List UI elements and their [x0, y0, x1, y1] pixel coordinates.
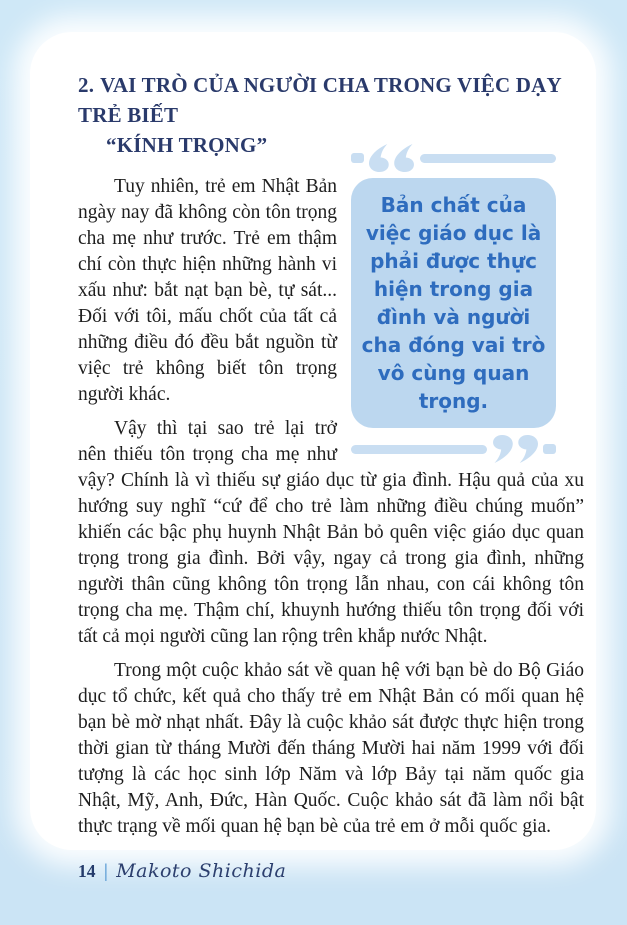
section-title-line2: “KÍNH TRỌNG” — [106, 133, 268, 157]
decorative-bar — [420, 154, 556, 163]
quote-close-99-icon — [492, 435, 538, 463]
section-title-line1: VAI TRÒ CỦA NGƯỜI CHA TRONG VIỆC DẠY TRẺ BIẾT — [78, 73, 562, 127]
quote-open-66-icon — [369, 144, 415, 172]
pull-quote-text: Bản chất của việc giáo dục là phải được thực hiện trong gia đình và người cha đóng vai trò vô cùng quan trọng. — [361, 193, 546, 413]
page-footer — [78, 860, 286, 882]
footer-separator: | — [103, 861, 109, 881]
pull-quote-bottom-decoration — [351, 435, 556, 463]
decorative-square — [543, 444, 556, 454]
pull-quote-top-decoration — [351, 144, 556, 172]
pull-quote-callout — [351, 144, 556, 463]
body-paragraph-3: Trong một cuộc khảo sát về quan hệ với bạn bè do Bộ Giáo dục tổ chức, kết quả cho thấy trẻ em Nhật Bản có mối quan hệ bạn bè mờ nhạt nhất. Đây là cuộc khảo sát được thực hiện trong thời gian từ tháng Mười đến tháng Mười hai năm 1999 với đối tượng là các học sinh lớp Năm và lớp Bảy tại năm quốc gia Nhật, Mỹ, Anh, Đức, Hàn Quốc. Cuộc khảo sát đã làm nổi bật thực trạng về mối quan hệ bạn bè của trẻ em ở mỗi quốc gia. — [78, 660, 584, 837]
page-number: 14 — [78, 861, 96, 881]
body-paragraph-1: Tuy nhiên, trẻ em Nhật Bản ngày nay đã không còn tôn trọng cha mẹ như trước. Trẻ em thậm chí còn thực hiện những hành vi xấu như: bắt nạt bạn bè, tự sát... Đối với tôi, mấu chốt của tất cả những điều đó đều bắt nguồn từ việc trẻ không biết tôn trọng người khác. — [78, 176, 337, 405]
body-paragraph-2: Vậy thì tại sao trẻ lại trở nên thiếu tôn trọng cha mẹ như vậy? Chính là vì thiếu sự giáo dục từ gia đình. Hậu quả của xu hướng suy nghĩ “cứ để cho trẻ làm những điều chúng muốn” khiến các bậc phụ huynh Nhật Bản bỏ quên việc giáo dục quan trọng trong gia đình. Bởi vậy, ngay cả trong gia đình, những người thân cũng không tôn trọng lẫn nhau, con cái không tôn trọng cha mẹ. Thậm chí, khuynh hướng thiếu tôn trọng đối với tất cả mọi người cũng lan rộng trên khắp nước Nhật. — [78, 418, 584, 647]
section-number: 2. — [78, 73, 95, 97]
decorative-square — [351, 153, 364, 163]
book-page — [30, 32, 596, 850]
decorative-bar — [351, 445, 487, 454]
pull-quote-box — [351, 178, 556, 428]
author-name: Makoto Shichida — [116, 860, 287, 882]
